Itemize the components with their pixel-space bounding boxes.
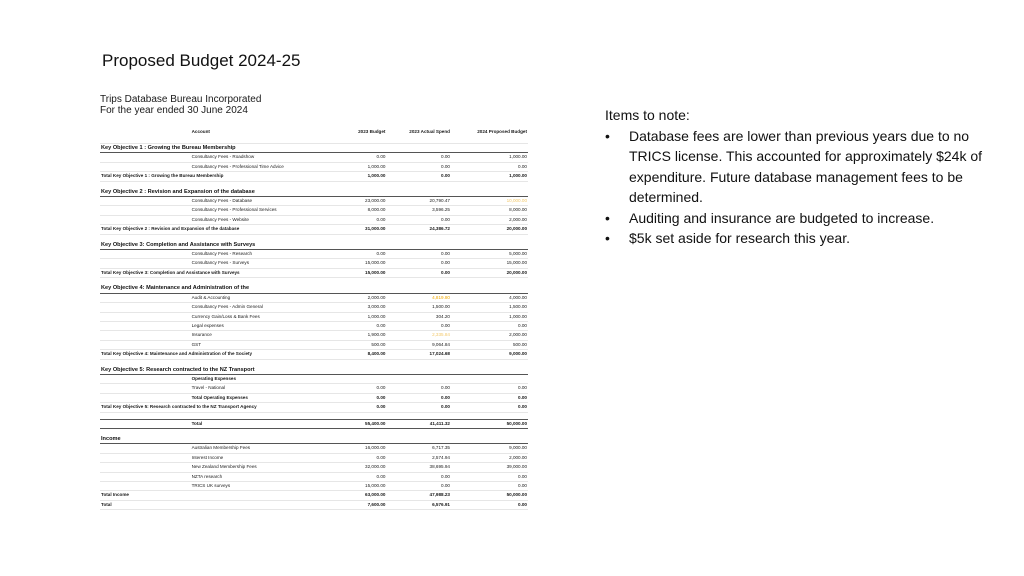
proposed-2024-value: 2,000.00 [463,453,528,462]
header-account: Account [191,121,322,144]
total-label: Total [191,419,322,428]
budget-2023-value: 0.00 [322,472,387,481]
actual-2023-value: 38,695.94 [386,463,451,472]
proposed-2024-value: 39,000.00 [463,463,528,472]
budget-2023-value: 2,000.00 [322,293,387,302]
table-row [100,206,528,215]
total-row [100,350,528,359]
list-item [605,208,985,229]
total-label: Total Key Objective 2 : Revision and Expansion of the database [100,225,322,234]
actual-2023-value: 0.00 [386,153,451,162]
actual-2023-value: 41,411.32 [386,419,451,428]
proposed-2024-value: 9,000.00 [463,444,528,453]
proposed-2024-value: 0.00 [463,393,528,402]
section-heading [100,435,528,444]
actual-2023-value: 3,596.25 [386,206,451,215]
total-label: Total [100,500,322,509]
account-name: Consultancy Fees - Admin General [191,303,322,312]
proposed-2024-value: 500.00 [463,340,528,349]
proposed-2024-value: 0.00 [463,403,528,412]
actual-2023-value: 6,576.91 [386,500,451,509]
total-label: Total Operating Expenses [191,393,322,402]
proposed-2024-value: 2,000.00 [463,215,528,224]
table-row [100,312,528,321]
note-text: Database fees are lower than previous years due to no TRICS license. This accounted for approximately $24k of expenditure. Future database management fees to be determined. [629,127,983,205]
actual-2023-value: 0.00 [386,250,451,259]
budget-2023-value: 15,000.00 [322,259,387,268]
budget-2023-value: 16,000.00 [322,444,387,453]
reporting-period: For the year ended 30 June 2024 [100,105,248,116]
budget-2023-value: 3,000.00 [322,303,387,312]
proposed-2024-value: 9,000.00 [463,350,528,359]
table-row [100,384,528,393]
bullet-icon: • [605,230,610,246]
net-total-row [100,500,528,509]
section-heading [100,241,528,250]
actual-2023-value: 0.00 [386,215,451,224]
total-label: Total Income [100,491,322,500]
actual-2023-value: 0.00 [386,393,451,402]
notes-list [605,126,985,249]
budget-2023-value: 63,000.00 [322,491,387,500]
proposed-2024-value: 20,000.00 [463,268,528,277]
actual-2023-value: 0.00 [386,162,451,171]
income-title: Income [100,435,528,444]
header-actual-2023: 2023 Actual Spend [386,121,451,144]
proposed-2024-value: 15,000.00 [463,259,528,268]
actual-2023-value: 0.00 [386,482,451,491]
account-name: Insurance [191,331,322,340]
actual-2023-value: 2,574.94 [386,453,451,462]
total-row [100,491,528,500]
actual-2023-value: 0.00 [386,172,451,181]
budget-2023-value: 1,000.00 [322,162,387,171]
budget-2023-value: 7,600.00 [322,500,387,509]
budget-2023-value: 0.00 [322,215,387,224]
actual-2023-value: 47,988.23 [386,491,451,500]
objective-3-title: Key Objective 3: Completion and Assistance with Surveys [100,241,528,250]
budget-2023-value: 55,400.00 [322,419,387,428]
table-row [100,303,528,312]
proposed-2024-value: 1,000.00 [463,153,528,162]
total-label: Total Key Objective 1 : Growing the Bureau Membership [100,172,322,181]
notes-heading: Items to note: [605,107,690,123]
table-row [100,293,528,302]
actual-2023-value-highlighted: 2,335.84 [386,331,451,340]
proposed-2024-value: 20,000.00 [463,225,528,234]
account-name: Consultancy Fees - Professional Services [191,206,322,215]
budget-2023-value: 0.00 [322,250,387,259]
account-name: Currency Gain/Loss & Bank Fees [191,312,322,321]
table-row [100,321,528,330]
actual-2023-value: 6,717.35 [386,444,451,453]
proposed-2024-value: 50,000.00 [463,491,528,500]
actual-2023-value: 0.00 [386,268,451,277]
actual-2023-value: 1,500.00 [386,303,451,312]
actual-2023-value: 20,790.47 [386,197,451,206]
proposed-2024-value: 0.00 [463,500,528,509]
account-name: Consultancy Fees - Database [191,197,322,206]
budget-2023-value: 0.00 [322,384,387,393]
section-heading [100,144,528,153]
operating-expenses-subheading: Operating Expenses [191,374,528,383]
bullet-icon: • [605,127,610,144]
proposed-2024-value: 0.00 [463,162,528,171]
table-row [100,215,528,224]
actual-2023-value: 0.00 [386,472,451,481]
budget-2023-value: 15,000.00 [322,268,387,277]
section-heading [100,188,528,197]
table-row [100,463,528,472]
actual-2023-value: 0.00 [386,259,451,268]
budget-2023-value: 15,000.00 [322,482,387,491]
actual-2023-value: 304.20 [386,312,451,321]
actual-2023-value: 0.00 [386,403,451,412]
header-proposed-2024: 2024 Proposed Budget [463,121,528,144]
proposed-2024-value: 2,000.00 [463,331,528,340]
budget-2023-value: 1,900.00 [322,331,387,340]
budget-2023-value: 1,000.00 [322,312,387,321]
proposed-2024-value: 0.00 [463,384,528,393]
budget-2023-value: 0.00 [322,321,387,330]
table-row [100,331,528,340]
proposed-2024-value: 1,500.00 [463,303,528,312]
proposed-2024-value: 0.00 [463,472,528,481]
notes-panel [605,105,985,249]
proposed-2024-value-highlighted: 10,000.00 [463,197,528,206]
budget-2023-value: 500.00 [322,340,387,349]
total-row [100,225,528,234]
account-name: Consultancy Fees - Professional Time Advice [191,162,322,171]
actual-2023-value: 9,064.84 [386,340,451,349]
budget-2023-value: 0.00 [322,453,387,462]
grand-total-row [100,419,528,428]
budget-2023-value: 1,000.00 [322,172,387,181]
total-row [100,393,528,402]
account-name: GST [191,340,322,349]
budget-2023-value: 32,000.00 [322,463,387,472]
table-row [100,472,528,481]
table-row [100,197,528,206]
table-row [100,340,528,349]
proposed-2024-value: 5,000.00 [463,250,528,259]
proposed-2024-value: 4,000.00 [463,293,528,302]
table-row [100,250,528,259]
list-item [605,228,985,249]
table-header-row [100,121,528,144]
total-label: Total Key Objective 4: Maintenance and Administration of the Society [100,350,322,359]
table-row [100,482,528,491]
actual-2023-value: 0.00 [386,384,451,393]
total-row [100,403,528,412]
objective-5-title: Key Objective 5: Research contracted to the NZ Transport [100,366,528,375]
account-name: Consultancy Fees - Surveys [191,259,322,268]
account-name: Consultancy Fees - Roadshow [191,153,322,162]
actual-2023-value-highlighted: 4,819.80 [386,293,451,302]
proposed-2024-value: 8,000.00 [463,206,528,215]
section-heading [100,284,528,293]
list-item [605,126,985,208]
proposed-2024-value: 50,000.00 [463,419,528,428]
bullet-icon: • [605,209,610,226]
budget-2023-value: 31,000.00 [322,225,387,234]
objective-4-title: Key Objective 4: Maintenance and Administration of the [100,284,528,293]
table-row [100,453,528,462]
budget-2023-value: 0.00 [322,393,387,402]
budget-2023-value: 0.00 [322,403,387,412]
proposed-2024-value: 1,000.00 [463,172,528,181]
slide-title: Proposed Budget 2024-25 [102,51,301,70]
budget-2023-value: 8,400.00 [322,350,387,359]
account-name: Audit & Accounting [191,293,322,302]
account-name: Consultancy Fees - Research [191,250,322,259]
section-heading [100,366,528,375]
budget-spreadsheet-image [100,94,528,510]
table-row [100,153,528,162]
account-name: NZTA research [191,472,322,481]
budget-2023-value: 23,000.00 [322,197,387,206]
total-label: Total Key Objective 5: Research contracted to the NZ Transport Agency [100,403,322,412]
table-row [100,444,528,453]
account-name: New Zealand Membership Fees [191,463,322,472]
note-text: $5k set aside for research this year. [629,230,850,246]
total-label: Total Key Objective 3: Completion and Assistance with Surveys [100,268,322,277]
account-name: Consultancy Fees - Website [191,215,322,224]
organization-name: Trips Database Bureau Incorporated [100,94,262,105]
objective-2-title: Key Objective 2 : Revision and Expansion of the database [100,188,528,197]
subheading-row [100,374,528,383]
budget-2023-value: 0.00 [322,153,387,162]
proposed-2024-value: 0.00 [463,321,528,330]
proposed-2024-value: 1,000.00 [463,312,528,321]
total-row [100,268,528,277]
actual-2023-value: 24,386.72 [386,225,451,234]
account-name: Legal expenses [191,321,322,330]
proposed-2024-value: 0.00 [463,482,528,491]
actual-2023-value: 17,024.68 [386,350,451,359]
account-name: Interest Income [191,453,322,462]
total-row [100,172,528,181]
account-name: TRICS UK surveys [191,482,322,491]
actual-2023-value: 0.00 [386,321,451,330]
header-budget-2023: 2023 Budget [322,121,387,144]
table-row [100,162,528,171]
account-name: Australian Membership Fees [191,444,322,453]
objective-1-title: Key Objective 1 : Growing the Bureau Membership [100,144,528,153]
budget-2023-value: 8,000.00 [322,206,387,215]
account-name: Travel - National [191,384,322,393]
budget-table [100,121,528,510]
table-row [100,259,528,268]
note-text: Auditing and insurance are budgeted to increase. [629,209,935,226]
